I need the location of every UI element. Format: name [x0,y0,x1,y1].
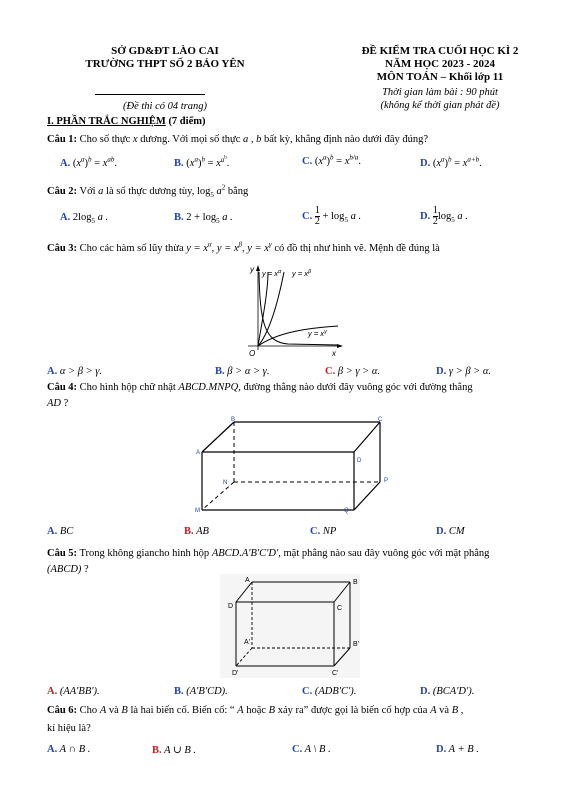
q5-option-c[interactable]: C. (ADB'C'). [302,686,357,697]
q1-option-d[interactable]: D. $(x^a)^b = x^{a+b}$. [420,155,482,169]
vertex-c-prime: C' [332,670,339,677]
exam-time: Thời gian làm bài : 90 phút [382,87,498,98]
q3-option-d[interactable]: D. γ > β > α. [436,366,492,377]
box-figure-abcd-a-b-c-d [220,574,360,678]
q4-option-c[interactable]: C. NP [310,526,337,537]
vertex-a: A [245,577,250,584]
q6-option-d[interactable]: D. A + B . [436,744,479,755]
y-axis-arrow [256,265,260,271]
q1-option-b[interactable]: B. $(x^a)^b = x^{a^b}$. [174,155,230,169]
q3-option-a[interactable]: A. α > β > γ. [47,366,103,377]
question-5: Câu 5: Trong không giancho hình hộp ABCD.A'B'C'D', mặt phẳng nào sau đây vuông góc với mặt phẳng [47,548,490,559]
q1-option-c[interactable]: C. $(x^a)^b = x^{b/a}$. [302,153,361,167]
vertex-n: N [223,480,228,486]
exam-title: ĐỀ KIỂM TRA CUỐI HỌC KÌ 2 [361,45,519,57]
question-6-line2: kí hiệu là? [47,723,91,734]
school-department: SỞ GD&ĐT LÀO CAI [111,45,219,57]
exam-time-note: (không kể thời gian phát đề) [380,100,500,111]
subject: MÔN TOÁN – Khối lớp 11 [376,71,504,83]
question-1: Câu 1: Cho số thực x dương. Với mọi số thực a , b bất kỳ, khẳng định nào dưới đây đúng? [47,134,429,145]
q4-option-a[interactable]: A. BC [47,526,74,537]
q5-option-a[interactable]: A. (AA'BB'). [47,686,100,697]
vertex-q: Q [344,508,349,514]
header-divider [95,94,205,95]
vertex-d-prime: D' [232,670,239,677]
question-4: Câu 4: Cho hình hộp chữ nhật ABCD.MNPQ, đường thẳng nào dưới đây vuông góc với đường thẳng [47,382,473,393]
q4-option-d[interactable]: D. CM [436,526,465,537]
q6-option-a[interactable]: A. A ∩ B . [47,744,91,755]
vertex-d: D [357,458,362,464]
q1-option-a[interactable]: A. $(x^a)^b = x^{ab}$. [60,155,117,169]
y-axis-label: y [250,265,254,274]
x-axis-label: x [332,349,336,358]
question-3: Câu 3: Cho các hàm số lũy thừa $y = x^\alpha$, $y = x^\beta$, $y = x^\gamma$ có đồ thị như hình vẽ. Mệnh đề đúng là [47,240,440,254]
q2-option-a[interactable]: A. $2\log_5$ a . [60,212,109,226]
school-year: NĂM HỌC 2023 - 2024 [385,58,495,70]
box-figure-abcd-mnpq [192,414,398,518]
question-6: Câu 6: Cho A và B là hai biến cố. Biến cố: “ A hoặc B xảy ra” được gọi là biến cố hợp của A và B , [47,705,464,716]
label-beta: $y = x^\beta$ [292,269,312,278]
vertex-m: M [195,508,200,514]
vertex-p: P [384,478,389,484]
vertex-a-prime: A' [244,639,251,646]
label-alpha: $y = x^\alpha$ [262,269,282,278]
q2-option-b[interactable]: B. $2 + \log_5 a$ . [174,212,233,226]
origin-label: O [249,349,256,358]
question-5-line2: (ABCD) ? [47,564,89,575]
pages-note: (Đề thi có 04 trang) [123,101,207,112]
q6-option-c[interactable]: C. A \ B . [292,744,331,755]
vertex-d: D [228,603,234,610]
question-2: Câu 2: Với a là số thực dương tùy, $\log_5 a^2$ bằng [47,183,249,200]
q5-option-b[interactable]: B. (A'B'CD). [174,686,228,697]
vertex-b: B [231,417,236,423]
school-name: TRƯỜNG THPT SỐ 2 BẢO YÊN [85,58,245,70]
q6-option-b[interactable]: B. A ∪ B . [152,745,197,756]
question-4-line2: AD ? [47,398,69,409]
vertex-c: C [378,417,383,423]
q5-option-d[interactable]: D. (BCA'D'). [420,686,475,697]
section-title: I. PHẦN TRẮC NGHIỆM (7 điểm) [47,116,206,127]
q3-option-b[interactable]: B. β > α > γ. [215,366,270,377]
vertex-b: B [353,579,358,586]
q2-option-d[interactable]: D. 1 $2\log_5$ a . [420,205,468,227]
label-gamma: $y = x^\gamma$ [308,329,327,338]
power-function-graph [238,262,348,360]
vertex-c: C [337,605,343,612]
q4-option-b[interactable]: B. AB [184,526,209,537]
vertex-b-prime: B' [353,641,360,648]
q2-option-c[interactable]: C. 1 $2 + \log_5 a$ . [302,205,362,227]
q3-option-c[interactable]: C. β > γ > α. [325,366,381,377]
vertex-a: A [196,450,201,456]
